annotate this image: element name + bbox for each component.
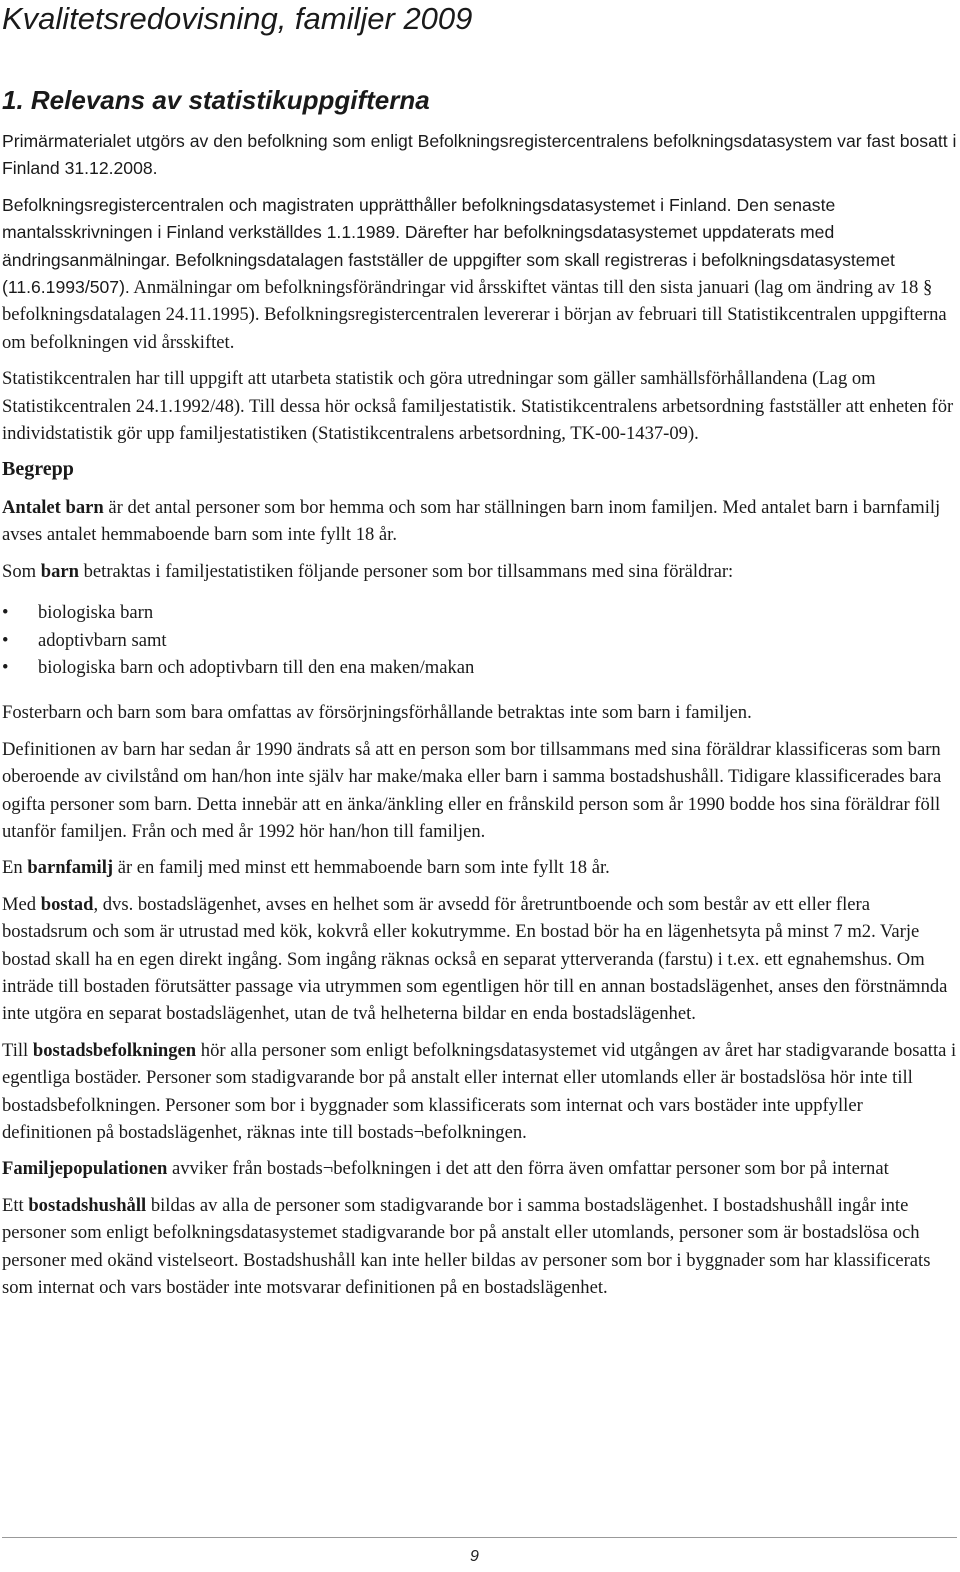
- document-title: Kvalitetsredovisning, familjer 2009: [2, 1, 473, 36]
- paragraph-intro: Primärmaterialet utgörs av den befolkning som enligt Befolkningsregistercentralens befolkningsdatasystem var fast bosatt i Finland 31.12.2008.: [2, 131, 957, 179]
- term-barn: barn: [40, 560, 79, 582]
- document-body: [2, 128, 957, 1310]
- paragraph-bostadshushall: [2, 1192, 957, 1302]
- paragraph-register-sans: Befolkningsregistercentralen och magistraten upprätthåller befolkningsdatasystemet i Finland. Den senaste mantalsskrivningen i Finland verkställdes 1.1.1989. Därefter har befolkningsdatasystemet uppdaterats med ändringsanmälningar. Befolkningsdatalagen fastställer de uppgifter som skall registreras i befolkningsdatasystemet (11.6.1993/507).: [2, 194, 895, 298]
- text-pre: Som: [2, 560, 41, 582]
- text-post: bildas av alla de personer som stadigvarande bor i samma bostadslägenhet. I bostadshushåll ingår inte personer som enligt befolkningsdatasystemet stadigvarande bor på anstalt eller utomlands, personer som är bostadslösa och personer med okänd vistelseort. Bostadshushåll kan inte heller bildas av personer som bor i byggnader som har klassificerats som internat och vars bostäder inte motsvarar definitionen på en bostadslägenhet.: [2, 1194, 931, 1299]
- section-heading: 1. Relevans av statistikuppgifterna: [2, 85, 430, 115]
- list-item: • biologiska barn och adoptivbarn till den ena maken/makan: [2, 654, 957, 681]
- term-familjepopulationen: Familjepopulationen: [2, 1158, 168, 1180]
- paragraph-barnfamilj: [2, 854, 957, 881]
- list-item: • adoptivbarn samt: [2, 627, 957, 654]
- text-post: hör alla personer som enligt befolkningsdatasystemet vid utgången av året har stadigvarande bosatta i egentliga bostäder. Personer som stadigvarande bor på anstalt eller internat eller utomlands eller är bostadslösa hör inte till bostadsbefolkningen. Personer som bor i byggnader som klassificerats som internat och vars bostäder inte uppfyller definitionen på bostadslägenhet, räknas inte till bostads¬befolkningen.: [2, 1039, 957, 1143]
- paragraph-statcentral: Statistikcentralen har till uppgift att utarbeta statistik och göra utredningar som gäller samhällsförhållandena (Lag om Statistikcentralen 24.1.1992/48). Till dessa hör också familjestatistik. Statistikcentralens arbetsordning fastställer att enheten för individstatistik gör upp familjestatistiken (Statistikcentralens arbetsordning, TK-00-1437-09).: [2, 368, 954, 445]
- term-bostadshushall: bostadshushåll: [28, 1194, 147, 1216]
- text-post: betraktas i familjestatistiken följande personer som bor tillsammans med sina föräldrar:: [78, 560, 734, 582]
- paragraph-register-serif: Anmälningar om befolkningsförändringar vid årsskiftet väntas till den sista januari (lag om ändring av 18 § befolkningsdatalagen 24.11.1995). Befolkningsregistercentralen levererar i början av februari till Statistikcentralen uppgifterna om befolkningen vid årsskiftet.: [2, 277, 947, 353]
- page-number: 9: [470, 1548, 479, 1565]
- footer-divider: [2, 1537, 957, 1538]
- paragraph-register: [2, 192, 957, 356]
- text-post: är det antal personer som bor hemma och som har ställningen barn inom familjen. Med antalet barn i barnfamilj avses antalet hemmaboende barn som inte fyllt 18 år.: [2, 496, 941, 546]
- begrepp-heading: Begrepp: [2, 458, 74, 481]
- paragraph-fosterbarn: Fosterbarn och barn som bara omfattas av försörjningsförhållande betraktas inte som barn i familjen.: [2, 702, 752, 724]
- paragraph-bostadsbefolkningen: [2, 1037, 957, 1147]
- term-bostad: bostad: [40, 893, 94, 915]
- text-pre: Med: [2, 893, 41, 915]
- term-barnfamilj: barnfamilj: [27, 857, 114, 879]
- text-pre: Till: [2, 1039, 33, 1061]
- text-post: , dvs. bostadslägenhet, avses en helhet som är avsedd för åretruntboende och som består av ett eller flera bostadsrum och som är utrustad med kök, kokvrå eller kokutrymme. En bostad bör ha en lägenhetsyta på minst 7 m2. Varje bostad skall ha en egen direkt ingång. Som ingång räknas också en separat ytterveranda (farstu) i t.ex. ett egnahemshus. Om inträde till bostaden förutsätter passage via utrymmen som egentligen hör till en annan bostadslägenhet, anses den förstnämnda inte utgöra en separat bostadslägenhet, utan de två helheterna bildar en enda bostadslägenhet.: [2, 893, 948, 1025]
- paragraph-familjepopulationen: [2, 1155, 957, 1182]
- paragraph-bostad: [2, 891, 957, 1028]
- list-item: • biologiska barn: [2, 599, 957, 626]
- term-antalet-barn: Antalet barn: [2, 496, 104, 518]
- paragraph-som-barn: [2, 558, 957, 585]
- bullet-list: [2, 599, 957, 681]
- text-pre: Ett: [2, 1194, 29, 1216]
- text-post: avviker från bostads¬befolkningen i det att den förra även omfattar personer som bor på internat: [167, 1158, 889, 1180]
- paragraph-antalet-barn: [2, 494, 957, 549]
- text-post: är en familj med minst ett hemmaboende barn som inte fyllt 18 år.: [113, 857, 610, 879]
- text-pre: En: [2, 857, 28, 879]
- term-bostadsbefolkningen: bostadsbefolkningen: [32, 1039, 197, 1061]
- paragraph-definition: Definitionen av barn har sedan år 1990 ändrats så att en person som bor tillsammans med sina föräldrar klassificeras som barn oberoende av civilstånd om han/hon inte själv har make/maka eller barn i samma bostadshushåll. Tidigare klassificerades bara ogifta personer som barn. Detta innebär att en änka/änkling eller en frånskild person som år 1990 bodde hos sina föräldrar föll utanför familjen. Från och med år 1992 hör han/hon till familjen.: [2, 738, 942, 842]
